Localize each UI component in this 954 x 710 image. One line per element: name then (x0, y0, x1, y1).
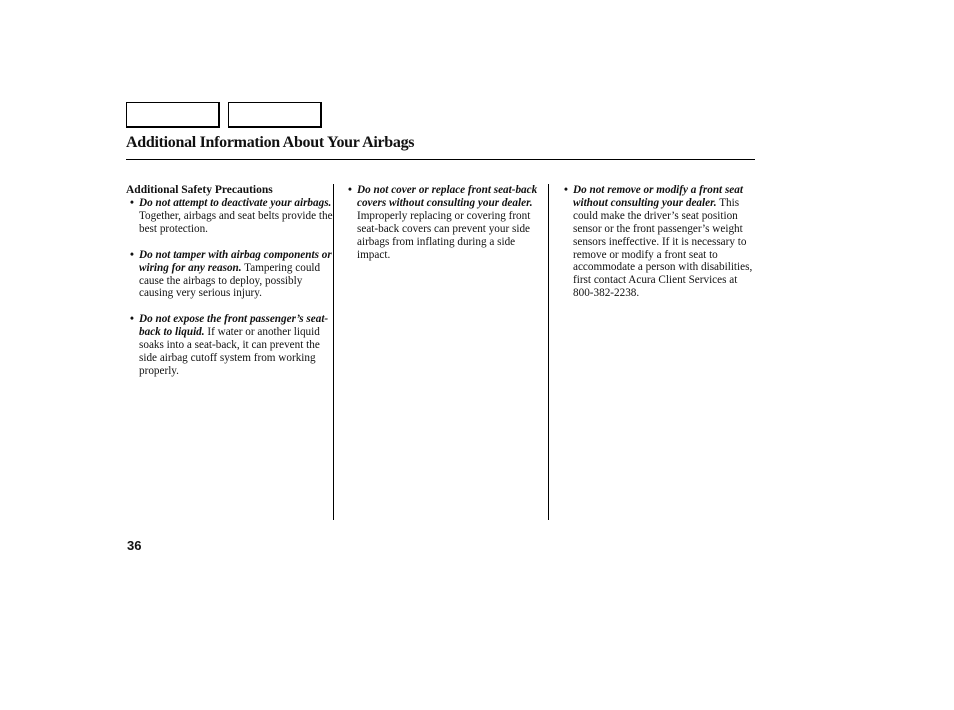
column-divider (333, 184, 334, 520)
bullet-item-deactivate (126, 197, 333, 236)
bullet-item-seat-covers (344, 184, 544, 261)
column-left (126, 184, 333, 378)
bullet-icon: • (348, 184, 352, 196)
bullet-icon: • (564, 184, 568, 196)
bullet-icon: • (130, 197, 134, 209)
bullet-item-tamper (126, 249, 333, 301)
bullet-text: If water or another liquid soaks into a seat-back, it can prevent the side airbag cutoff system from working properly. (139, 326, 320, 377)
bullet-text: Tampering could cause the airbags to deploy, possibly causing very serious injury. (139, 261, 321, 300)
title-divider (126, 159, 755, 160)
column-right (560, 184, 756, 300)
column-middle (344, 184, 544, 261)
column-divider (548, 184, 549, 520)
page-number: 36 (127, 538, 142, 553)
bullet-warning: Do not cover or replace front seat-back covers without consulting your dealer. (357, 184, 538, 209)
bullet-item-liquid (126, 313, 333, 378)
bullet-warning: Do not attempt to deactivate your airbags. (139, 197, 332, 209)
section-heading: Additional Safety Precautions (126, 184, 273, 196)
bullet-warning: Do not expose the front passenger’s seat-back to liquid. (139, 313, 329, 339)
bullet-warning: Do not tamper with airbag components or wiring for any reason. (139, 248, 332, 274)
bullet-icon: • (130, 248, 134, 261)
bullet-text: Together, airbags and seat belts provide the best protection. (139, 209, 333, 235)
bullet-icon: • (130, 313, 134, 326)
bullet-warning: Do not remove or modify a front seat without consulting your dealer. (573, 184, 743, 209)
page-title: Additional Information About Your Airbags (126, 134, 415, 151)
nav-tab-previous[interactable] (126, 102, 220, 128)
bullet-text: Improperly replacing or covering front seat-back covers can prevent your side airbags from inflating during a side impact. (357, 209, 531, 261)
bullet-text: This could make the driver’s seat position sensor or the front passenger’s weight sensors ineffective. If it is necessary to remove or modify a front seat to accommodate a person with disabilities, first contact Acura Client Services at 800-382-2238. (573, 196, 753, 300)
nav-tab-next[interactable] (228, 102, 322, 128)
bullet-item-remove-seat (560, 184, 756, 300)
